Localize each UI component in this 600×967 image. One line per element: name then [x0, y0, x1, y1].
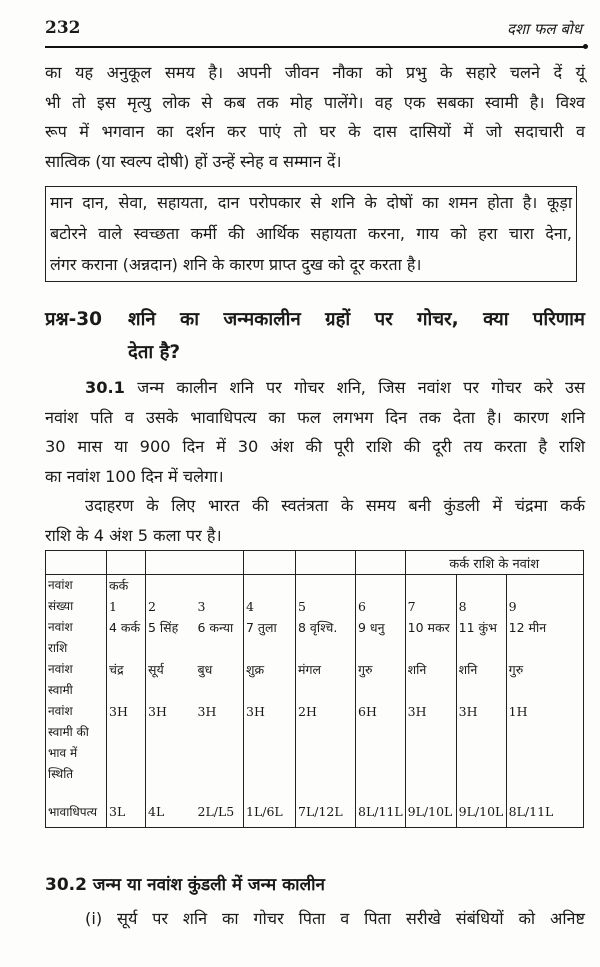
lordship: 8L/11L: [508, 804, 554, 819]
navamsha-column-4: [244, 575, 296, 828]
navamsha-column-2: [146, 575, 196, 828]
lord-position: 2H: [298, 704, 317, 719]
navamsha-table: [45, 550, 584, 828]
header-cell: [296, 551, 356, 575]
table-body-row: [46, 575, 584, 828]
navamsha-number: 4: [246, 599, 254, 614]
text-line: का नवांश 100 दिन में चलेगा।: [45, 466, 224, 486]
row-label: नवांश: [48, 620, 73, 634]
text-segment: जन्म कालीन शनि पर गोचर शनि, जिस नवांश पर गोचर करे उस: [137, 378, 585, 397]
text-line: नवांश पति व उसके भावाधिपत्य का फल लगभग दिन तक देता है। कारण शनि: [45, 407, 585, 427]
text-line: राशि के 4 अंश 5 कला पर है।: [45, 525, 222, 545]
col-top: कर्क: [109, 578, 129, 593]
lord-position: 6H: [358, 704, 377, 719]
lordship: 2L/L5: [197, 804, 235, 819]
navamsha-number: 3: [197, 599, 206, 614]
navamsha-sign: 6 कन्या: [197, 620, 234, 635]
navamsha-column-1: [107, 575, 146, 828]
page-number: 232: [45, 18, 81, 38]
navamsha-column-7: [405, 575, 456, 828]
row-label: स्थिति: [48, 767, 74, 781]
navamsha-lord: गुरु: [508, 662, 524, 677]
lord-position: 3H: [246, 704, 265, 719]
row-label: स्वामी की: [48, 725, 89, 739]
section-30-2-heading: 30.2 जन्म या नवांश कुंडली में जन्म कालीन: [45, 875, 325, 895]
question-line: देता है?: [128, 342, 181, 363]
header-cell: [107, 551, 146, 575]
header-cell: [356, 551, 406, 575]
row-label: भावाधिपत्य: [48, 805, 98, 819]
navamsha-sign: 5 सिंह: [148, 620, 179, 635]
lord-position: 3H: [197, 704, 217, 719]
header-cell: [46, 551, 107, 575]
navamsha-number: 5: [298, 599, 306, 614]
text-line: लंगर कराना (अन्नदान) शनि के कारण प्राप्त दुख को दूर करता है।: [50, 255, 422, 274]
section-number: 30.1: [85, 378, 125, 397]
lordship: 9L/10L: [458, 804, 504, 819]
row-label: नवांश: [48, 704, 73, 718]
navamsha-sign: 7 तुला: [246, 620, 277, 635]
row-label: नवांश: [48, 662, 73, 676]
navamsha-lord: मंगल: [298, 662, 321, 677]
running-title: दशा फल बोध: [507, 20, 582, 38]
text-line: 30 मास या 900 दिन में 30 अंश की पूरी राशि की दूरी तय करता है राशि: [45, 437, 585, 456]
navamsha-lord: शुक्र: [246, 662, 265, 677]
text-line: मान दान, सेवा, सहायता, दान परोपकार से शनि के दोषों का शमन होता है। कूड़ा: [50, 193, 572, 212]
remedy-box: [45, 186, 577, 282]
row-label: स्वामी: [48, 683, 73, 697]
navamsha-sign: 8 वृश्चि.: [298, 620, 338, 635]
lordship: 4L: [148, 804, 165, 819]
header-cell: [146, 551, 244, 575]
text-line: रूप में भगवान का दर्शन कर पाएं तो घर के दास दासियों में जो सदाचारी व: [45, 122, 585, 141]
lord-position: 3H: [407, 704, 427, 719]
navamsha-number: 8: [458, 599, 467, 614]
navamsha-number: 7: [407, 599, 416, 614]
group-header: कर्क राशि के नवांश: [405, 551, 583, 575]
header-rule: [45, 46, 585, 48]
section-30-1: [45, 373, 585, 550]
navamsha-sign: 12 मीन: [508, 620, 547, 635]
text-line: सात्विक (या स्वल्प दोषी) हों उन्हें स्नेह व सम्मान दें।: [45, 151, 342, 171]
table-header-row: [46, 551, 584, 575]
lord-position: 1H: [508, 704, 528, 719]
navamsha-column-8: [456, 575, 506, 828]
lordship: 3L: [109, 804, 126, 819]
text-line: बटोरने वाले स्वच्छता कर्मी की आर्थिक सहायता करना, गाय को हरा चारा देना,: [50, 224, 572, 243]
text-line: का यह अनुकूल समय है। अपनी जीवन नौका को प्रभु के सहारे चलने दें यूं: [45, 63, 585, 82]
text-line: उदाहरण के लिए भारत की स्वतंत्रता के समय बनी कुंडली में चंद्रमा कर्क: [85, 496, 585, 515]
header-cell: [244, 551, 296, 575]
lordship: 9L/10L: [407, 804, 453, 819]
navamsha-number: 1: [109, 599, 117, 614]
navamsha-number: 9: [508, 599, 517, 614]
lordship: 8L/11L: [358, 804, 403, 819]
lord-position: 3H: [458, 704, 478, 719]
question-label: प्रश्न-30: [45, 309, 103, 330]
navamsha-lord: सूर्य: [148, 662, 164, 677]
navamsha-lord: गुरु: [358, 662, 373, 677]
navamsha-number: 6: [358, 599, 366, 614]
navamsha-sign: 11 कुंभ: [458, 620, 497, 635]
row-label: नवांश: [48, 578, 73, 592]
text-line: (i) सूर्य पर शनि का गोचर पिता व पिता सरीखे संबंधियों को अनिष्ट: [85, 909, 585, 928]
navamsha-sign: 10 मकर: [407, 620, 450, 635]
navamsha-column-9: [506, 575, 583, 828]
text-line: [45, 373, 585, 403]
row-label: भाव में: [48, 746, 78, 760]
navamsha-column-5: [296, 575, 356, 828]
lordship: 7L/12L: [298, 804, 343, 819]
navamsha-number: 2: [148, 599, 156, 614]
intro-paragraph: [45, 58, 585, 176]
navamsha-column-3: [196, 575, 244, 828]
row-label: संख्या: [48, 599, 74, 613]
lord-position: 3H: [148, 704, 167, 719]
navamsha-lord: चंद्र: [109, 662, 124, 677]
navamsha-lord: शनि: [407, 662, 427, 677]
navamsha-column-6: [356, 575, 406, 828]
row-labels-cell: [46, 575, 107, 828]
row-label: राशि: [48, 641, 68, 655]
text-line: भी तो इस मृत्यु लोक से कब तक मोह पालेंगे। वह एक सबका स्वामी है। विश्व: [45, 92, 585, 112]
lordship: 1L/6L: [246, 804, 283, 819]
lord-position: 3H: [109, 704, 128, 719]
section-30-2-item: [45, 904, 585, 933]
navamsha-lord: बुध: [197, 662, 213, 677]
question-line: शनि का जन्मकालीन ग्रहों पर गोचर, क्या परिणाम: [128, 309, 585, 330]
navamsha-sign: 9 धनु: [358, 620, 385, 635]
navamsha-sign: 4 कर्क: [109, 620, 141, 635]
navamsha-lord: शनि: [458, 662, 478, 677]
